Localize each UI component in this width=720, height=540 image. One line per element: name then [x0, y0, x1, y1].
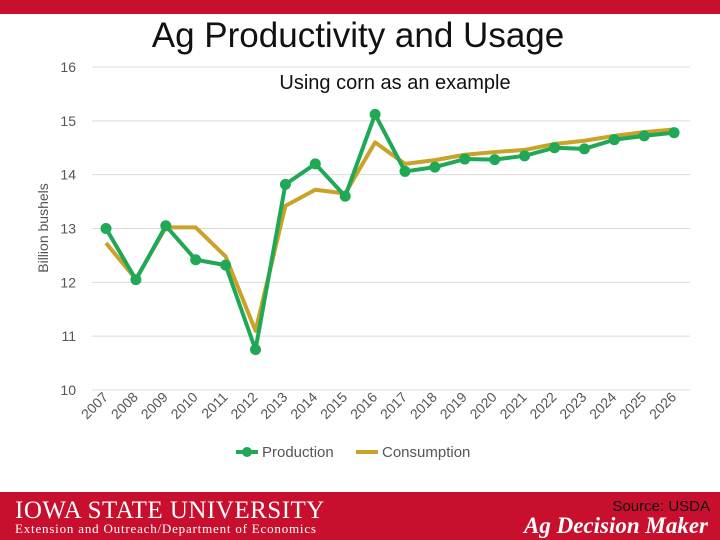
x-tick-label: 2023 — [556, 388, 590, 423]
y-tick-label: 13 — [60, 220, 76, 237]
production-point — [160, 220, 171, 231]
university-logo: IOWA STATE UNIVERSITY — [15, 497, 325, 524]
x-tick-label: 2024 — [586, 388, 620, 423]
x-tick-label: 2010 — [167, 388, 201, 423]
x-tick-label: 2007 — [77, 388, 112, 423]
y-tick-label: 11 — [61, 328, 76, 345]
x-tick-label: 2015 — [316, 388, 351, 423]
production-point — [250, 344, 261, 355]
ag-decision-maker-logo: Ag Decision Maker — [524, 513, 708, 538]
x-tick-label: 2012 — [227, 388, 261, 423]
x-tick-label: 2019 — [436, 388, 470, 423]
x-tick-label: 2025 — [615, 388, 650, 423]
y-tick-label: 16 — [60, 59, 76, 75]
x-tick-label: 2008 — [107, 388, 142, 423]
production-point — [489, 154, 500, 165]
production-point — [310, 158, 321, 169]
x-tick-label: 2018 — [406, 388, 441, 423]
source-label: Source: USDA — [612, 498, 710, 515]
x-tick-label: 2009 — [137, 388, 171, 423]
production-point — [609, 134, 620, 145]
production-point — [459, 154, 470, 165]
production-point — [579, 143, 590, 154]
y-tick-label: 15 — [60, 112, 76, 129]
production-point — [220, 260, 231, 271]
x-tick-label: 2016 — [346, 388, 381, 423]
production-point — [130, 274, 141, 285]
production-point — [280, 179, 291, 190]
production-legend-marker — [242, 447, 252, 457]
production-point — [370, 109, 381, 120]
top-accent-bar — [0, 0, 720, 14]
production-point — [340, 191, 351, 202]
y-tick-label: 14 — [60, 166, 76, 183]
x-tick-label: 2022 — [526, 388, 560, 423]
x-tick-label: 2013 — [257, 388, 291, 423]
production-point — [190, 254, 201, 265]
production-point — [519, 150, 530, 161]
corn-line-chart — [0, 50, 720, 470]
consumption-legend-label: Consumption — [382, 444, 471, 461]
x-tick-label: 2014 — [287, 388, 321, 423]
production-point — [429, 162, 440, 173]
production-point — [549, 142, 560, 153]
chart-subtitle: Using corn as an example — [279, 72, 511, 94]
x-tick-label: 2026 — [645, 388, 680, 423]
production-point — [400, 166, 411, 177]
x-tick-label: 2021 — [496, 388, 530, 423]
consumption-line — [106, 129, 674, 330]
y-axis-label: Billion bushels — [35, 183, 51, 273]
y-tick-label: 12 — [60, 274, 76, 291]
x-tick-label: 2011 — [198, 388, 231, 422]
production-legend-label: Production — [262, 444, 334, 461]
x-tick-label: 2020 — [466, 388, 500, 423]
production-point — [101, 223, 112, 234]
department-label: Extension and Outreach/Department of Economics — [15, 521, 317, 536]
y-tick-label: 10 — [60, 382, 76, 398]
production-point — [669, 127, 680, 138]
production-point — [639, 130, 650, 141]
x-tick-label: 2017 — [376, 388, 411, 423]
slide-title-text: Ag Productivity and Usage — [151, 16, 565, 55]
